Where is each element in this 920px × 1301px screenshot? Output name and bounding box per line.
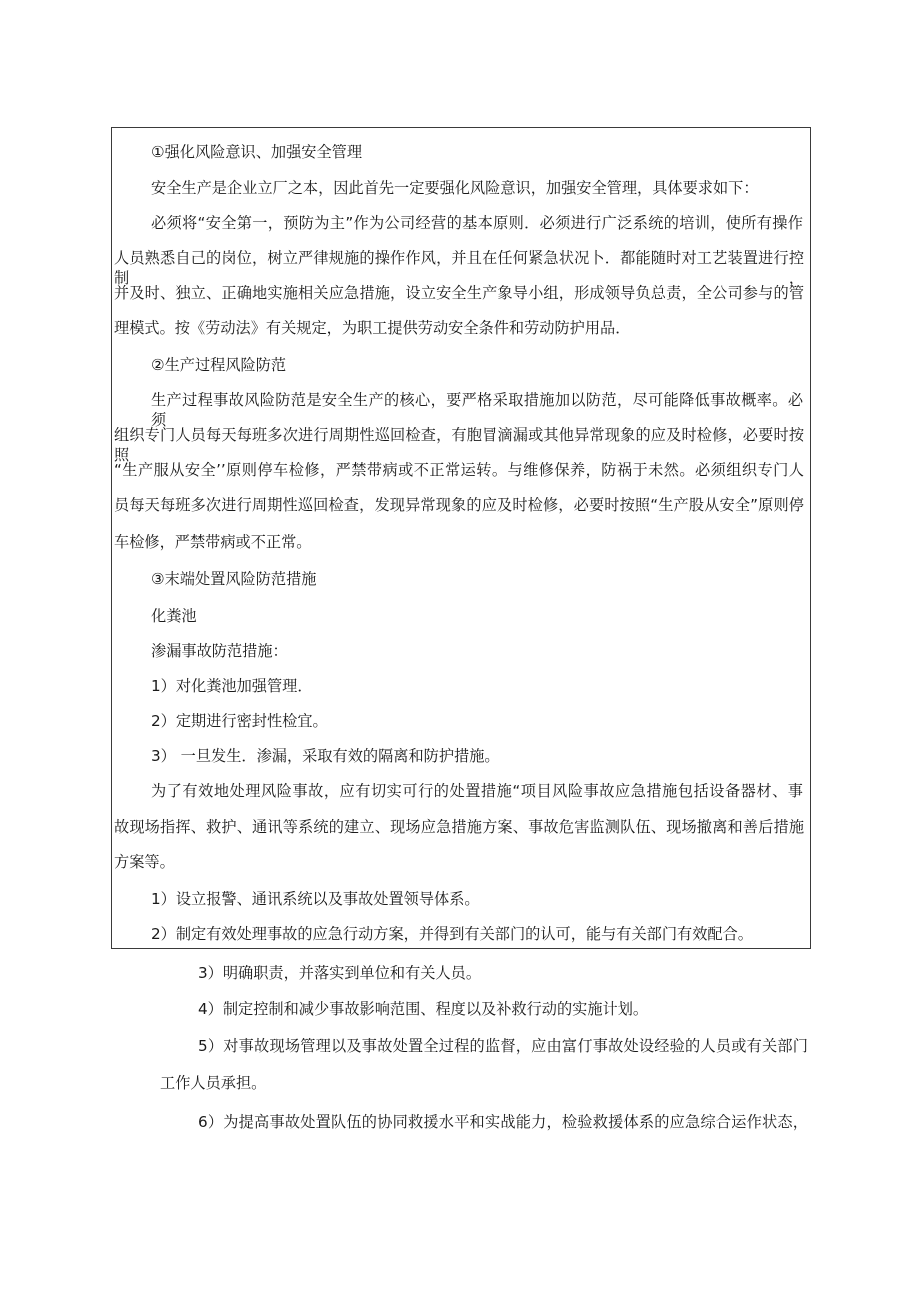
heading-production-process-risk: ②生产过程风险防范 <box>151 356 287 374</box>
paragraph-text-line: 方案等。 <box>114 853 175 871</box>
paragraph-text-line: 员每天每班多次进行周期性巡回检查，发现异常现象的应及时检修，必要时按照“生产股从安全”原则停 <box>114 496 804 514</box>
list-item: 1）对化粪池加强管理． <box>151 677 313 695</box>
paragraph-text-line: 生产过程事故风险防范是安全生产的核心，要严格采取措施加以防范，尽可能降低事故概率。必须 <box>151 391 803 429</box>
paragraph-text-line: 组织专门人员每天每班多次进行周期性巡回检查，有胞冒滴漏或其他异常现象的应及时检修，必要时按照 <box>114 426 804 464</box>
paragraph-text-line: 人员熟悉自己的岗位，树立严律规施的操作作风，并且在任何紧急状况卜．都能随时对工艺装置进行控制， <box>114 249 804 287</box>
paragraph-text-line: 车检修，严禁带病或不正常。 <box>114 533 312 551</box>
list-item: 1）设立报警、通讯系统以及事故处置领导体系。 <box>151 890 480 908</box>
subheading-septic-tank: 化粪池 <box>151 607 197 625</box>
list-item: 6）为提高事故处置队伍的协同救援水平和实战能力，检验救援体系的应急综合运作状态， <box>198 1113 808 1131</box>
paragraph-intro: 安全生产是企业立厂之本，因此首先一定要强化风险意识，加强安全管理，具体要求如下： <box>151 179 759 197</box>
list-item: 3） 一旦发生．渗漏，采取有效的隔离和防护措施。 <box>151 747 500 765</box>
paragraph-text-line: 故现场指挥、救护、通讯等系统的建立、现场应急措施方案、事故危害监测队伍、现场撤离和善后措施 <box>114 818 804 836</box>
heading-strengthen-risk-awareness: ①强化风险意识、加强安全管理 <box>151 143 363 161</box>
list-item-continuation: 工作人员承担。 <box>160 1074 267 1092</box>
subheading-leakage-measures: 渗漏事故防范措施： <box>151 642 288 660</box>
list-item: 3）明确职责，并落实到单位和有关人员。 <box>198 964 482 982</box>
list-item: 2）定期进行密封性检宜。 <box>151 712 328 730</box>
paragraph-text-line: 必须将“安全第一，预防为主”作为公司经营的基本原则．必须进行广泛系统的培训，使所有操作 <box>151 214 803 232</box>
heading-end-disposal-risk: ③末端处置风险防范措施 <box>151 570 317 588</box>
list-item: 5）对事故现场管理以及事故处置全过程的监督，应由富仃事故处设经验的人员或有关部门 <box>198 1037 808 1055</box>
paragraph-text-line: 为了有效地处理风险事故，应有切实可行的处置措施“项目风险事故应急措施包括设备器材、事 <box>151 782 803 800</box>
paragraph-text-line: 并及时、独立、正确地实施相关应急措施，设立安全生产象导小组，形成领导负总责，全公司参与的管 <box>114 284 804 302</box>
paragraph-text-line: 理模式。按《劳动法》有关规定，为职工提供劳动安全条件和劳动防护用品． <box>114 319 631 337</box>
list-item: 2）制定有效处理事故的应急行动方案，并得到有关部门的认可，能与有关部门有效配合。 <box>151 925 753 943</box>
list-item: 4）制定控制和减少事故影响范围、程度以及补救行动的实施计划。 <box>198 1000 649 1018</box>
paragraph-text-line: “生产服从安全’’原则停车检修，严禁带病或不正常运转。与维修保养，防祸于未然。必须组织专门人 <box>114 461 804 479</box>
